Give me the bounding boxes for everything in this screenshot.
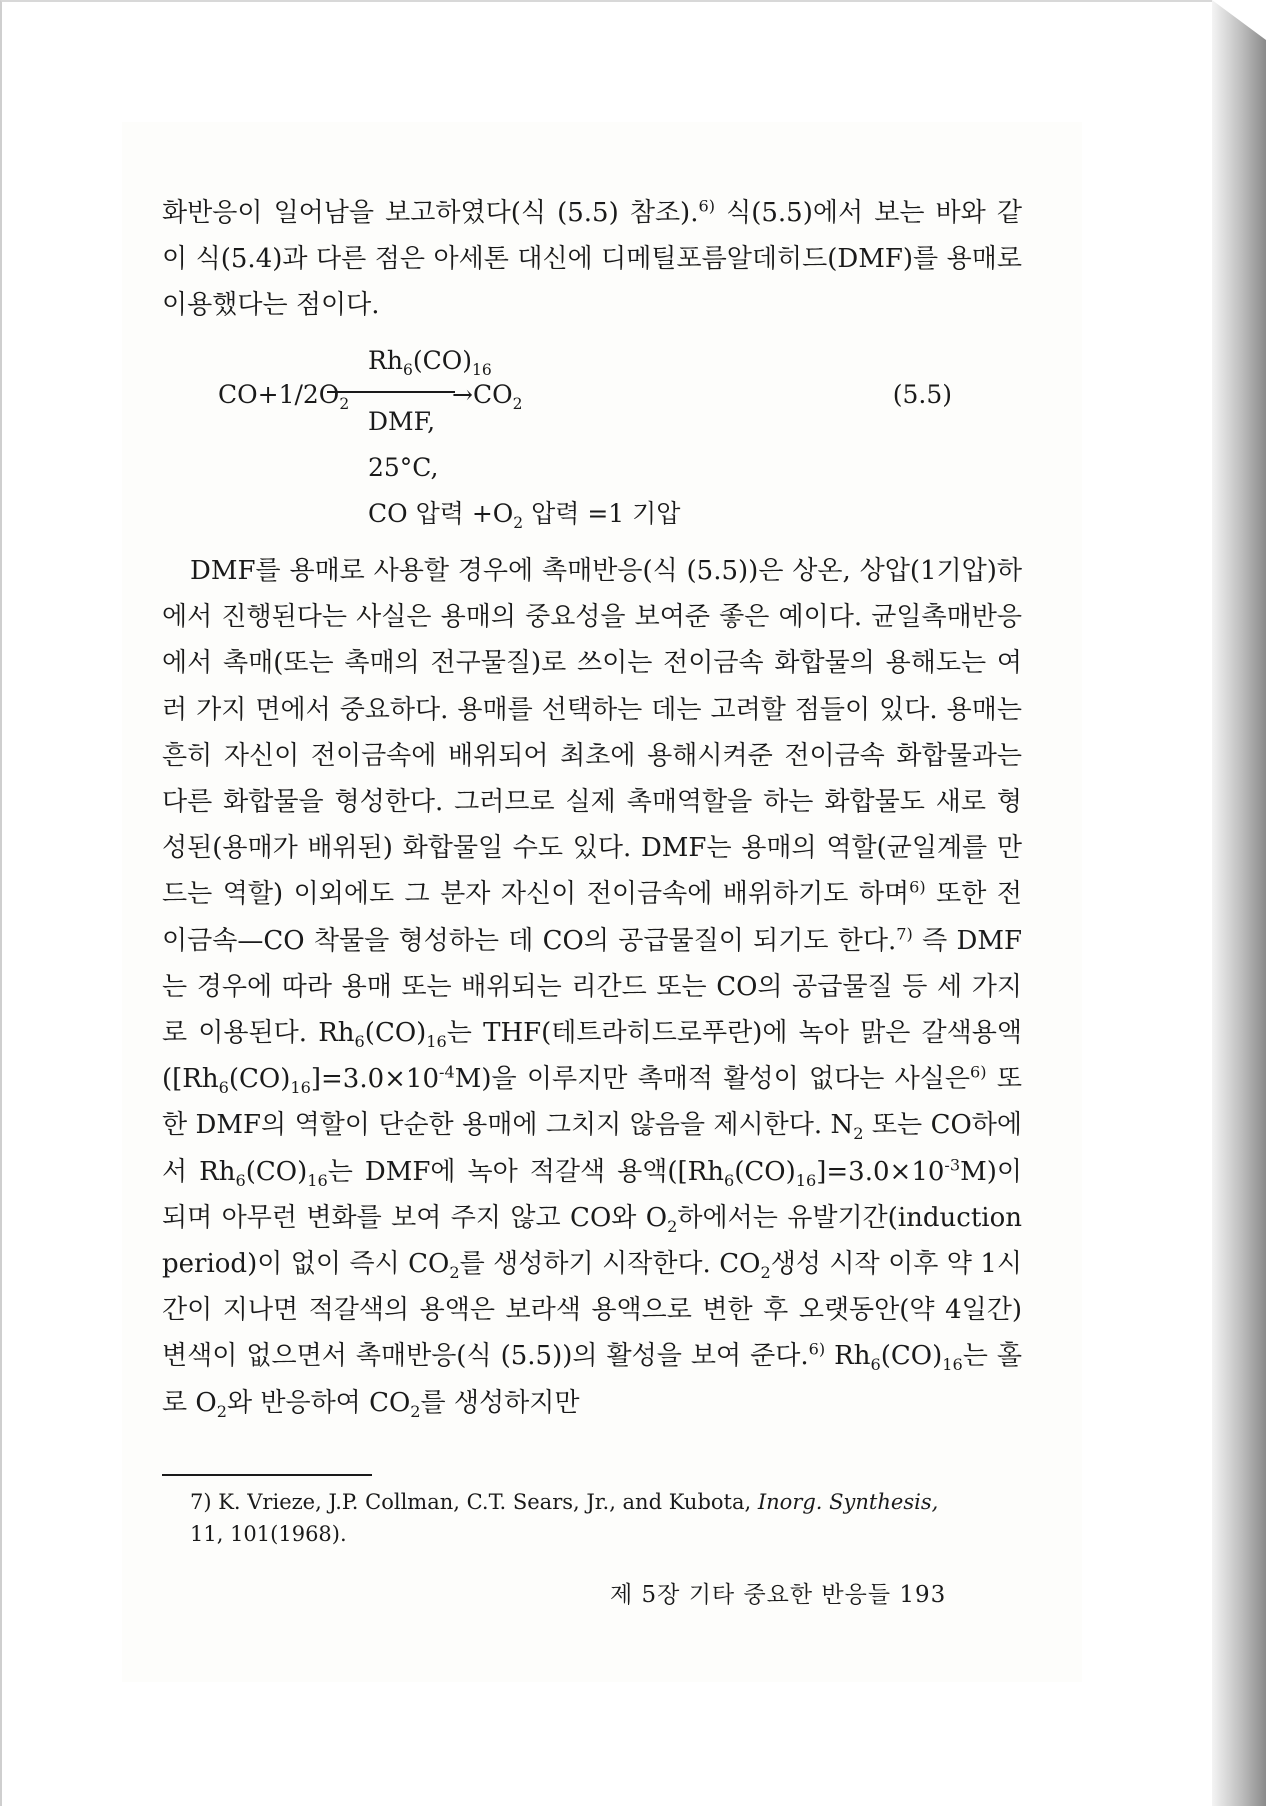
equation-number: (5.5)	[892, 380, 952, 409]
reaction-arrow	[327, 391, 455, 393]
main-paragraph: DMF를 용매로 사용할 경우에 촉매반응(식 (5.5))은 상온, 상압(1기압)하에서 진행된다는 사실은 용매의 중요성을 보여준 좋은 예이다. 균일촉매반응에서 촉매(또는 촉매의 전구물질)로 쓰이는 전이금속 화합물의 용해도는 여러 가지 면에서 중요하다. 용매를 선택하는 데는 고려할 점들이 있다. 용매는 흔히 자신이 전이금속에 배위되어 최초에 용해시켜준 전이금속 화합물과는 다른 화합물을 형성한다. 그러므로 실제 촉매역할을 하는 화합물도 새로 형성된(용매가 배위된) 화합물일 수도 있다. DMF는 용매의 역할(균일계를 만드는 역할) 이외에도 그 분자 자신이 전이금속에 배위하기도 하며$^{6)}$ 또한 전이금속—CO 착물을 형성하는 데 CO의 공급물질이 되기도 한다.$^{7)}$ 즉 DMF는 경우에 따라 용매 또는 배위되는 리간드 또는 CO의 공급물질 등 세 가지로 이용된다. $Rh_6(CO)_{16}$는 THF(테트라히드로푸란)에 녹아 맑은 갈색용액$([Rh_6(CO)_{16}]=3.0\times 10^{-4}M)$을 이루지만 촉매적 활성이 없다는 사실은$^{6)}$ 또한 DMF의 역할이 단순한 용매에 그치지 않음을 제시한다. $N_2$ 또는 CO하에서 $Rh_6(CO)_{16}$는 DMF에 녹아 적갈색 용액$([Rh_6(CO)_{16}]=3.0\times 10^{-3}M)$이 되며 아무런 변화를 보여 주지 않고 CO와 $O_2$하에서는 유발기간(induction period)이 없이 즉시 $CO_2$를 생성하기 시작한다. $CO_2$생성 시작 이후 약 1시간이 지나면 적갈색의 용액은 보라색 용액으로 변한 후 오랫동안(약 4일간) 변색이 없으면서 촉매반응(식 (5.5))의 활성을 보여 준다.$^{6)}$ $Rh_6(CO)_{16}$는 홀로 $O_2$와 반응하여 $CO_2$를 생성하지만	[162, 556, 1023, 1421]
page-corner-fold	[1212, 0, 1266, 40]
equation-catalyst: $Rh_6(CO)_{16}$	[368, 346, 492, 379]
footnote-authors: 7) K. Vrieze, J.P. Collman, C.T. Sears, Jr., and Kubota,	[190, 1490, 758, 1514]
equation-5-5	[162, 340, 1022, 530]
intro-text-1: 화반응이 일어남을 보고하였다(식 (5.5) 참조).	[162, 198, 699, 228]
intro-paragraph	[162, 190, 1022, 328]
intro-text-2: 식(5.5)에서 보는 바와 같이 식(5.4)과 다른 점은 아세톤 대신에 디메틸포름알데히드(DMF)를 용매로 이용했다는 점이다.	[162, 198, 1022, 320]
page-edge-shadow	[1212, 0, 1266, 1806]
footnote-volume: 11, 101(1968).	[190, 1522, 347, 1546]
page-footer: 제 5장 기타 중요한 반응들 193	[610, 1582, 947, 1608]
footnote-divider	[162, 1474, 372, 1476]
footnote-ref: 6)	[698, 196, 716, 216]
condition-solvent: DMF,	[368, 407, 436, 436]
equation-reactants: $CO+1/2O_2$	[218, 380, 350, 413]
footnote-journal: Inorg. Synthesis,	[757, 1490, 939, 1514]
footnote-7	[190, 1486, 1030, 1550]
equation-product: $\to CO_2$	[452, 380, 523, 413]
condition-temperature: 25°C,	[368, 453, 439, 482]
condition-pressure: CO 압력 $+O_2$ 압력 =1 기압	[368, 499, 681, 532]
